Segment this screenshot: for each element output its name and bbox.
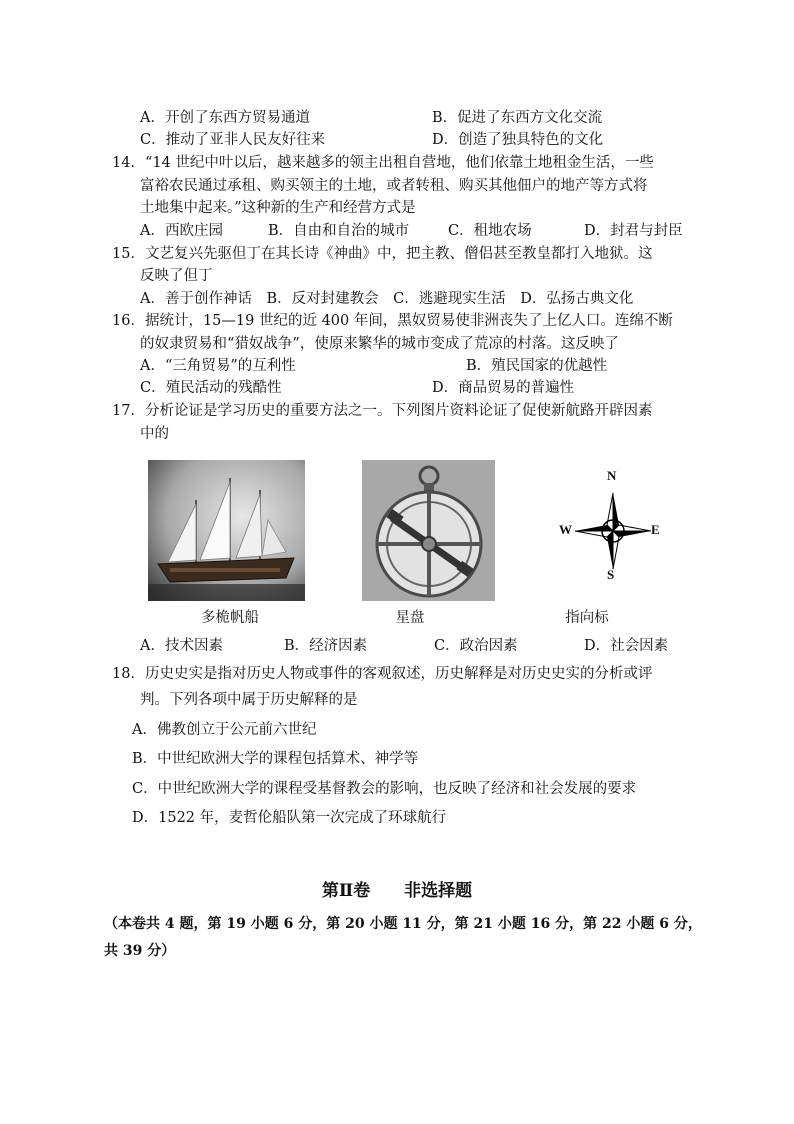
- q17-stem-line-1: 17．分析论证是学习历史的重要方法之一。下列图片资料论证了促使新航路开辟因素: [112, 403, 653, 419]
- section-2-note-line-2: 共 39 分）: [104, 943, 176, 959]
- q17-stem-line-2: 中的: [140, 426, 169, 442]
- q15-stem-line-2: 反映了但丁: [140, 268, 213, 284]
- q14-option-b: B．自由和自治的城市: [268, 223, 410, 239]
- q15-options: A．善于创作神话 B．反对封建教会 C．逃避现实生活 D．弘扬古典文化: [140, 291, 634, 307]
- caption-astrolabe: 星盘: [395, 610, 425, 626]
- q14-option-a: A．西欧庄园: [140, 223, 223, 239]
- q16-stem-line-2: 的奴隶贸易和“猎奴战争”，使原来繁华的城市变成了荒凉的村落。这反映了: [140, 336, 619, 352]
- q18-stem-line-1: 18．历史史实是指对历史人物或事件的客观叙述，历史解释是对历史史实的分析或评: [112, 666, 653, 682]
- compass-east-label: E: [651, 522, 660, 537]
- q15-stem-line-1: 15．文艺复兴先驱但丁在其长诗《神曲》中，把主教、僧侣甚至教皇都打入地狱。这: [112, 246, 653, 262]
- section-2-title-right: 非选择题: [404, 881, 473, 901]
- section-2-note-line-1: （本卷共 4 题，第 19 小题 6 分，第 20 小题 11 分，第 21 小题 16 分，第 22 小题 6 分，: [104, 916, 702, 932]
- compass-rose-image: [555, 468, 670, 586]
- q18-option-b: B．中世纪欧洲大学的课程包括算术、神学等: [132, 751, 419, 767]
- q18-stem-line-2: 判。下列各项中属于历史解释的是: [140, 692, 358, 708]
- q16-stem-line-1: 16．据统计，15—19 世纪的近 400 年间，黑奴贸易使非洲丧失了上亿人口。连绵不断: [112, 313, 673, 329]
- section-2-title-left: 第Ⅱ卷: [321, 881, 371, 901]
- q14-stem-line-2: 富裕农民通过承租、购买领主的土地，或者转租、购买其他佃户的地产等方式将: [140, 178, 648, 194]
- caption-sailing-ship: 多桅帆船: [201, 610, 259, 626]
- section-2-title: [0, 876, 794, 901]
- q14-option-d: D．封君与封臣: [584, 223, 683, 239]
- q18-option-a: A．佛教创立于公元前六世纪: [132, 722, 317, 738]
- q16-option-b: B．殖民国家的优越性: [466, 358, 608, 374]
- q13-option-b: B．促进了东西方文化交流: [432, 110, 603, 126]
- astrolabe-icon: [362, 460, 495, 601]
- q17-option-a: A．技术因素: [140, 638, 223, 654]
- q16-option-a: A．“三角贸易”的互利性: [140, 358, 296, 374]
- q17-option-d: D．社会因素: [584, 638, 669, 654]
- q18-option-c: C．中世纪欧洲大学的课程受基督教会的影响，也反映了经济和社会发展的要求: [132, 781, 637, 797]
- sailing-ship-icon: [148, 460, 305, 601]
- q13-option-d: D．创造了独具特色的文化: [432, 132, 604, 148]
- q13-option-c: C．推动了亚非人民友好往来: [140, 132, 326, 148]
- q17-option-b: B．经济因素: [284, 638, 368, 654]
- q14-option-c: C．租地农场: [448, 223, 532, 239]
- compass-north-label: N: [607, 468, 617, 483]
- q18-option-d: D．1522 年，麦哲伦船队第一次完成了环球航行: [132, 810, 447, 826]
- compass-south-label: S: [607, 567, 615, 582]
- caption-compass: 指向标: [565, 610, 609, 626]
- q16-option-c: C．殖民活动的残酷性: [140, 380, 282, 396]
- sailing-ship-image: [148, 460, 305, 601]
- astrolabe-image: [362, 460, 495, 601]
- q14-stem-line-1: 14．“14 世纪中叶以后，越来越多的领主出租自营地，他们依靠土地租金生活，一些: [112, 155, 654, 171]
- compass-west-label: W: [559, 522, 572, 537]
- q17-option-c: C．政治因素: [434, 638, 518, 654]
- q13-option-a: A．开创了东西方贸易通道: [140, 110, 310, 126]
- q14-stem-line-3: 土地集中起来。”这种新的生产和经营方式是: [140, 200, 416, 216]
- q16-option-d: D．商品贸易的普遍性: [432, 380, 575, 396]
